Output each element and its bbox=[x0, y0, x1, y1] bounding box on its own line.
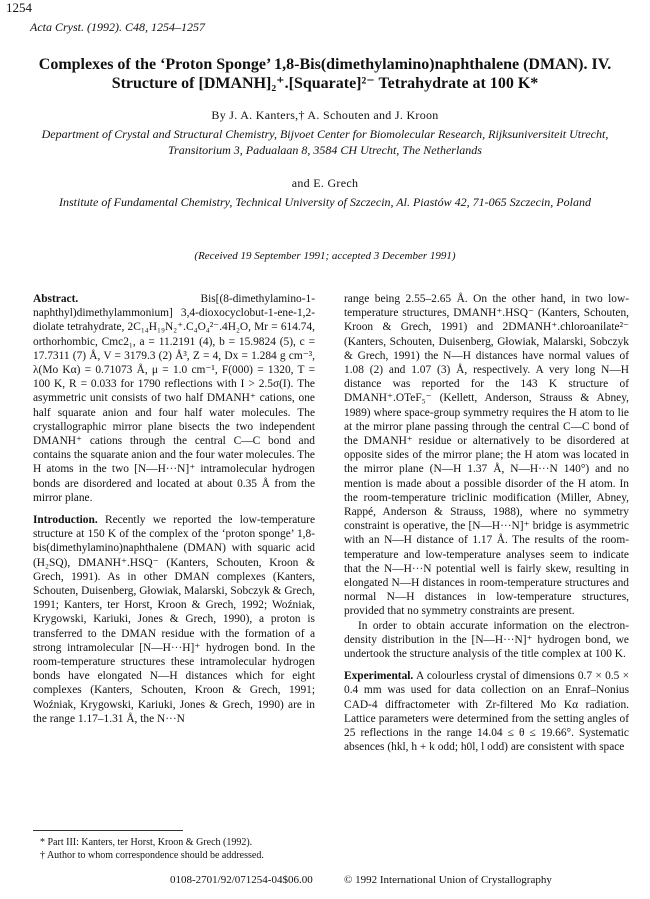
journal-citation: Acta Cryst. (1992). C48, 1254–1257 bbox=[30, 20, 205, 34]
affiliation-szczecin: Institute of Fundamental Chemistry, Technical University of Szczecin, Al. Piastów 42, 71-065 Szczecin, Poland bbox=[59, 195, 591, 209]
article-code: 0108-2701/92/071254-04$06.00 bbox=[170, 874, 313, 886]
right-paragraph-1: range being 2.55–2.65 Å. On the other hand, in two low-temperature structures, DMANH⁺.HSQ⁻ (Kanters, Schouten, Kroon & Grech, 1991) and 2DMANH⁺.chloroanilate²⁻ (Kanters, Schouten, Duisenberg, Głowiak, Malarski, Sobczyk & Grech, 1991) the N—H distances have normal values of 1.08 (2) and 1.07 (3) Å, respectively. A very long N—H distance was reported for the 143 K structure of DMANH⁺.OTeF₅⁻ (Kellett, Anderson, Strauss & Abney, 1989) where space-group symmetry requires the H atom to lie at the mirror plane passing through the central C—C bond of the DMANH⁺ residue or alternatively to be disordered at opposite sides of the mirror plane; the H atom was located in the mirror plane (N—H 1.37 Å, N—H···N 140°) and no mention is made about a possible disorder of the H atom. In the room-temperature triclinic modification (Miller, Abney, Rappé, Anderson & Strauss, 1988), where no symmetry constraint is operative, the [N—H···N]⁺ bridge is asymmetric with an N—H distance of 1.17 Å. The results of the room-temperature and low-temperature analyses seem to indicate that the N—H···N potential well is fairly skew, resulting in elongated N—H distances in room-temperature structures and normal N—H distances in low-temperature structures, provided that no symmetry constraints are present. bbox=[344, 293, 629, 618]
footnote-rule bbox=[33, 830, 183, 831]
introduction-text: Recently we reported the low-temperature structure at 150 K of the complex of the ‘proton sponge’ 1,8-bis(dimethylamino)naphthalene (DMAN) with squaric acid (H₂SQ), DMANH⁺.HSQ⁻ (Kanters, Schouten, Kroon & Grech, 1991). As in other DMAN complexes (Kanters, Schouten, Duisenberg, Głowiak, Malarski, Sobczyk & Grech, 1991; Kanters, ter Horst, Kroon & Grech, 1992; Woźniak, Krygowski, Kariuki, Jones & Grech, 1990), a proton is transferred to the DMAN residue with the formation of a strong intramolecular [N—H···H]⁺ hydrogen bond. In the room-temperature structures these intramolecular hydrogen bonds have elongated N—H distances which for eight complexes (Kanters, Schouten, Kroon & Grech, 1991; Woźniak, Krygowski, Kariuki, Jones & Grech, 1990) are in the range 1.17–1.31 Å, the N···N bbox=[33, 514, 315, 725]
abstract-paragraph bbox=[33, 292, 315, 505]
experimental-heading: Experimental. bbox=[344, 670, 414, 683]
article-title bbox=[18, 55, 632, 93]
introduction-heading: Introduction. bbox=[33, 514, 98, 527]
authors-secondary: and E. Grech bbox=[291, 176, 359, 190]
left-column bbox=[33, 292, 315, 726]
footnote-part-iii: * Part III: Kanters, ter Horst, Kroon & Grech (1992). bbox=[40, 837, 253, 848]
right-paragraph-2: In order to obtain accurate information on the electron-density distribution in the [N—H···N]⁺ hydrogen bond, we undertook the structure analysis of the title complex at 100 K. bbox=[344, 619, 629, 661]
copyright: © 1992 International Union of Crystallography bbox=[344, 874, 552, 886]
title-line-1: Complexes of the ‘Proton Sponge’ 1,8-Bis(dimethylamino)naphthalene (DMAN). IV. bbox=[38, 56, 612, 73]
abstract-heading: Abstract. bbox=[33, 293, 79, 305]
footnote-correspondence: † Author to whom correspondence should be addressed. bbox=[40, 850, 264, 861]
footnotes bbox=[40, 836, 315, 862]
introduction-paragraph bbox=[33, 513, 315, 726]
received-dates: (Received 19 September 1991; accepted 3 December 1991) bbox=[194, 250, 456, 262]
title-line-2: Structure of [DMANH]₂⁺.[Squarate]²⁻ Tetrahydrate at 100 K* bbox=[111, 75, 539, 92]
experimental-paragraph bbox=[344, 669, 629, 754]
right-column bbox=[344, 292, 629, 755]
page-number: 1254 bbox=[6, 0, 32, 15]
experimental-text: A colourless crystal of dimensions 0.7 × 0.5 × 0.4 mm was used for data collection on an Enraf–Nonius CAD-4 diffractometer with Zr-filtered Mo Kα radiation. Lattice parameters were determined from the setting angles of 25 reflections in the range 14.04 ≤ θ ≤ 19.66°. Systematic absences (hkl, h + k odd; h0l, l odd) are consistent with space bbox=[344, 670, 630, 754]
authors-primary: By J. A. Kanters,† A. Schouten and J. Kroon bbox=[211, 108, 439, 122]
abstract-text: Bis[(8-dimethylamino-1-naphthyl)dimethylammonium] 3,4-dioxocyclobut-1-ene-1,2-diolate tetrahydrate, 2C₁₄H₁₉N₂⁺.C₄O₄²⁻.4H₂O, Mr = 614.74, orthorhombic, Cmc2₁, a = 11.2191 (4), b = 15.9824 (5), c = 17.7311 (7) Å, V = 3179.3 (2) Å³, Z = 4, Dx = 1.284 g cm⁻³, λ(Mo Kα) = 0.71073 Å, μ = 1.0 cm⁻¹, F(000) = 1320, T = 100 K, R = 0.033 for 1790 reflections with I > 2.5σ(I). The asymmetric unit consists of two half DMANH⁺ cations, one half squarate anion and four half water molecules. The crystallographic mirror plane bisects the two independent DMANH⁺ cations through the central C—C bond and contains the squarate anion and the four water molecules. The H atoms in the two [N—H···N]⁺ intramolecular hydrogen bonds are disordered and located at about 0.35 Å from the mirror plane. bbox=[33, 293, 315, 504]
affiliation-utrecht: Department of Crystal and Structural Chemistry, Bijvoet Center for Biomolecular Research, Rijksuniversiteit Utrecht, Transitorium 3, Padualaan 8, 3584 CH Utrecht, The Netherlands bbox=[41, 127, 609, 157]
